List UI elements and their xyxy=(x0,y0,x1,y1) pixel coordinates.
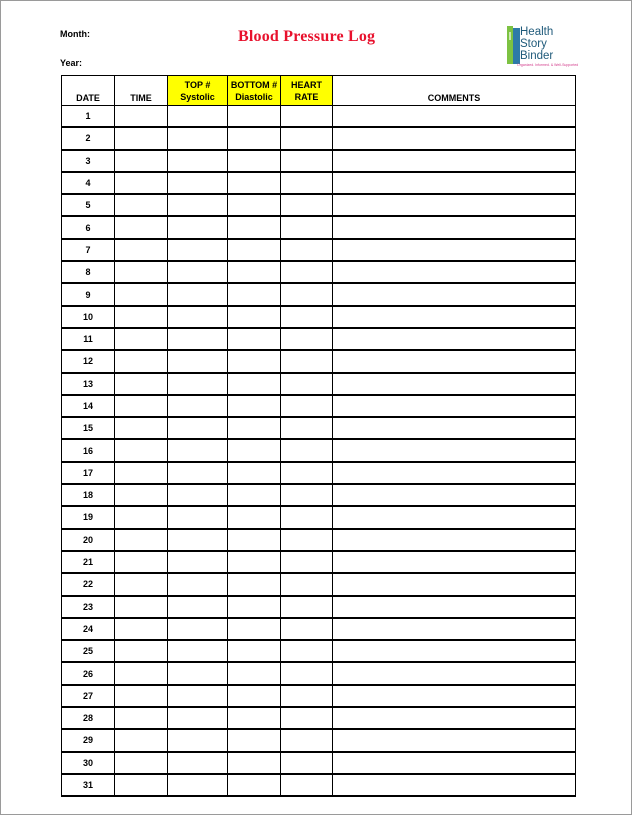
table-row xyxy=(62,328,576,350)
systolic-cell[interactable] xyxy=(168,573,228,595)
table-row xyxy=(62,729,576,751)
table-row xyxy=(62,350,576,372)
comments-cell[interactable] xyxy=(333,551,576,573)
time-cell[interactable] xyxy=(115,506,168,528)
comments-cell[interactable] xyxy=(333,529,576,551)
comments-cell[interactable] xyxy=(333,573,576,595)
diastolic-cell[interactable] xyxy=(228,596,281,618)
date-cell: 15 xyxy=(62,417,115,439)
systolic-cell[interactable] xyxy=(168,439,228,461)
heart-rate-cell[interactable] xyxy=(281,216,333,238)
logo-line-1: Health xyxy=(520,26,554,38)
table-row xyxy=(62,261,576,283)
heart-rate-cell[interactable] xyxy=(281,283,333,305)
diastolic-cell[interactable] xyxy=(228,707,281,729)
diastolic-cell[interactable] xyxy=(228,306,281,328)
systolic-cell[interactable] xyxy=(168,194,228,216)
time-cell[interactable] xyxy=(115,328,168,350)
diastolic-cell[interactable] xyxy=(228,551,281,573)
diastolic-cell[interactable] xyxy=(228,662,281,684)
table-row xyxy=(62,127,576,149)
comments-cell[interactable] xyxy=(333,283,576,305)
heart-rate-cell[interactable] xyxy=(281,484,333,506)
systolic-cell[interactable] xyxy=(168,462,228,484)
time-cell[interactable] xyxy=(115,306,168,328)
comments-cell[interactable] xyxy=(333,417,576,439)
diastolic-cell[interactable] xyxy=(228,462,281,484)
blood-pressure-table xyxy=(61,75,576,797)
table-row xyxy=(62,529,576,551)
time-cell[interactable] xyxy=(115,417,168,439)
comments-cell[interactable] xyxy=(333,439,576,461)
col-date: DATE xyxy=(62,76,115,106)
systolic-cell[interactable] xyxy=(168,551,228,573)
table-row xyxy=(62,573,576,595)
date-cell: 7 xyxy=(62,239,115,261)
date-cell: 20 xyxy=(62,529,115,551)
table-row xyxy=(62,417,576,439)
col-diastolic: BOTTOM # Diastolic xyxy=(228,76,281,106)
comments-cell[interactable] xyxy=(333,774,576,796)
systolic-cell[interactable] xyxy=(168,261,228,283)
systolic-cell[interactable] xyxy=(168,328,228,350)
date-cell: 13 xyxy=(62,373,115,395)
diastolic-cell[interactable] xyxy=(228,752,281,774)
heart-rate-cell[interactable] xyxy=(281,551,333,573)
comments-cell[interactable] xyxy=(333,462,576,484)
heart-rate-cell[interactable] xyxy=(281,685,333,707)
systolic-cell[interactable] xyxy=(168,774,228,796)
date-cell: 27 xyxy=(62,685,115,707)
diastolic-cell[interactable] xyxy=(228,239,281,261)
log-body xyxy=(62,106,576,797)
diastolic-cell[interactable] xyxy=(228,417,281,439)
diastolic-cell[interactable] xyxy=(228,127,281,149)
table-row xyxy=(62,685,576,707)
diastolic-cell[interactable] xyxy=(228,395,281,417)
time-cell[interactable] xyxy=(115,774,168,796)
comments-cell[interactable] xyxy=(333,752,576,774)
date-cell: 18 xyxy=(62,484,115,506)
systolic-cell[interactable] xyxy=(168,618,228,640)
table-row xyxy=(62,172,576,194)
systolic-cell[interactable] xyxy=(168,172,228,194)
comments-cell[interactable] xyxy=(333,239,576,261)
date-cell: 23 xyxy=(62,596,115,618)
heart-rate-cell[interactable] xyxy=(281,729,333,751)
comments-cell[interactable] xyxy=(333,216,576,238)
heart-rate-cell[interactable] xyxy=(281,752,333,774)
diastolic-cell[interactable] xyxy=(228,150,281,172)
date-cell: 25 xyxy=(62,640,115,662)
comments-cell[interactable] xyxy=(333,172,576,194)
systolic-cell[interactable] xyxy=(168,685,228,707)
col-heart-rate: HEART RATE xyxy=(281,76,333,106)
table-row xyxy=(62,306,576,328)
heart-rate-cell[interactable] xyxy=(281,662,333,684)
diastolic-cell[interactable] xyxy=(228,216,281,238)
time-cell[interactable] xyxy=(115,685,168,707)
time-cell[interactable] xyxy=(115,216,168,238)
systolic-cell[interactable] xyxy=(168,373,228,395)
table-row xyxy=(62,551,576,573)
heart-rate-cell[interactable] xyxy=(281,506,333,528)
heart-rate-cell[interactable] xyxy=(281,373,333,395)
heart-rate-cell[interactable] xyxy=(281,194,333,216)
diastolic-cell[interactable] xyxy=(228,484,281,506)
heart-rate-cell[interactable] xyxy=(281,640,333,662)
comments-cell[interactable] xyxy=(333,618,576,640)
logo-line-2: Story xyxy=(520,38,547,50)
diastolic-cell[interactable] xyxy=(228,328,281,350)
systolic-cell[interactable] xyxy=(168,350,228,372)
date-cell: 26 xyxy=(62,662,115,684)
table-row xyxy=(62,106,576,128)
heart-rate-cell[interactable] xyxy=(281,439,333,461)
time-cell[interactable] xyxy=(115,127,168,149)
diastolic-cell[interactable] xyxy=(228,774,281,796)
table-row xyxy=(62,283,576,305)
heart-rate-cell[interactable] xyxy=(281,462,333,484)
time-cell[interactable] xyxy=(115,596,168,618)
systolic-cell[interactable] xyxy=(168,707,228,729)
comments-cell[interactable] xyxy=(333,596,576,618)
systolic-cell[interactable] xyxy=(168,506,228,528)
heart-rate-cell[interactable] xyxy=(281,707,333,729)
heart-rate-cell[interactable] xyxy=(281,106,333,128)
time-cell[interactable] xyxy=(115,707,168,729)
heart-rate-cell[interactable] xyxy=(281,596,333,618)
diastolic-cell[interactable] xyxy=(228,283,281,305)
diastolic-cell[interactable] xyxy=(228,529,281,551)
time-cell[interactable] xyxy=(115,573,168,595)
health-story-binder-logo xyxy=(507,25,579,75)
systolic-cell[interactable] xyxy=(168,150,228,172)
time-cell[interactable] xyxy=(115,640,168,662)
diastolic-cell[interactable] xyxy=(228,618,281,640)
time-cell[interactable] xyxy=(115,373,168,395)
time-cell[interactable] xyxy=(115,261,168,283)
table-row xyxy=(62,373,576,395)
table-row xyxy=(62,484,576,506)
systolic-cell[interactable] xyxy=(168,662,228,684)
date-cell: 8 xyxy=(62,261,115,283)
comments-cell[interactable] xyxy=(333,106,576,128)
heart-rate-cell[interactable] xyxy=(281,529,333,551)
table-row xyxy=(62,707,576,729)
systolic-cell[interactable] xyxy=(168,127,228,149)
heart-rate-cell[interactable] xyxy=(281,127,333,149)
time-cell[interactable] xyxy=(115,662,168,684)
heart-rate-cell[interactable] xyxy=(281,172,333,194)
heart-rate-cell[interactable] xyxy=(281,239,333,261)
diastolic-cell[interactable] xyxy=(228,172,281,194)
date-cell: 22 xyxy=(62,573,115,595)
heart-rate-cell[interactable] xyxy=(281,306,333,328)
comments-cell[interactable] xyxy=(333,662,576,684)
comments-cell[interactable] xyxy=(333,306,576,328)
time-cell[interactable] xyxy=(115,194,168,216)
comments-cell[interactable] xyxy=(333,484,576,506)
systolic-cell[interactable] xyxy=(168,752,228,774)
time-cell[interactable] xyxy=(115,752,168,774)
time-cell[interactable] xyxy=(115,150,168,172)
header-row xyxy=(62,76,576,106)
date-cell: 19 xyxy=(62,506,115,528)
comments-cell[interactable] xyxy=(333,395,576,417)
page-title: Blood Pressure Log xyxy=(238,28,376,45)
table-row xyxy=(62,150,576,172)
diastolic-cell[interactable] xyxy=(228,506,281,528)
time-cell[interactable] xyxy=(115,106,168,128)
diastolic-cell[interactable] xyxy=(228,194,281,216)
table-row xyxy=(62,439,576,461)
table-row xyxy=(62,618,576,640)
systolic-cell[interactable] xyxy=(168,216,228,238)
time-cell[interactable] xyxy=(115,529,168,551)
comments-cell[interactable] xyxy=(333,640,576,662)
time-cell[interactable] xyxy=(115,551,168,573)
date-cell: 2 xyxy=(62,127,115,149)
time-cell[interactable] xyxy=(115,618,168,640)
table-row xyxy=(62,752,576,774)
comments-cell[interactable] xyxy=(333,707,576,729)
heart-rate-cell[interactable] xyxy=(281,350,333,372)
comments-cell[interactable] xyxy=(333,261,576,283)
comments-cell[interactable] xyxy=(333,194,576,216)
comments-cell[interactable] xyxy=(333,350,576,372)
date-cell: 4 xyxy=(62,172,115,194)
diastolic-cell[interactable] xyxy=(228,261,281,283)
date-cell: 3 xyxy=(62,150,115,172)
table-row xyxy=(62,216,576,238)
month-label: Month: xyxy=(60,29,90,39)
diastolic-cell[interactable] xyxy=(228,573,281,595)
table-row xyxy=(62,194,576,216)
time-cell[interactable] xyxy=(115,395,168,417)
table-row xyxy=(62,774,576,796)
systolic-cell[interactable] xyxy=(168,596,228,618)
diastolic-cell[interactable] xyxy=(228,729,281,751)
systolic-cell[interactable] xyxy=(168,484,228,506)
heart-rate-cell[interactable] xyxy=(281,573,333,595)
diastolic-cell[interactable] xyxy=(228,106,281,128)
date-cell: 9 xyxy=(62,283,115,305)
col-systolic: TOP # Systolic xyxy=(168,76,228,106)
heart-rate-cell[interactable] xyxy=(281,328,333,350)
diastolic-cell[interactable] xyxy=(228,685,281,707)
date-cell: 16 xyxy=(62,439,115,461)
date-cell: 10 xyxy=(62,306,115,328)
comments-cell[interactable] xyxy=(333,729,576,751)
comments-cell[interactable] xyxy=(333,506,576,528)
time-cell[interactable] xyxy=(115,729,168,751)
systolic-cell[interactable] xyxy=(168,529,228,551)
date-cell: 30 xyxy=(62,752,115,774)
time-cell[interactable] xyxy=(115,462,168,484)
time-cell[interactable] xyxy=(115,283,168,305)
systolic-cell[interactable] xyxy=(168,395,228,417)
col-time: TIME xyxy=(115,76,168,106)
date-cell: 12 xyxy=(62,350,115,372)
systolic-cell[interactable] xyxy=(168,640,228,662)
comments-cell[interactable] xyxy=(333,685,576,707)
table-row xyxy=(62,506,576,528)
systolic-cell[interactable] xyxy=(168,239,228,261)
heart-rate-cell[interactable] xyxy=(281,150,333,172)
date-cell: 28 xyxy=(62,707,115,729)
diastolic-cell[interactable] xyxy=(228,439,281,461)
heart-rate-cell[interactable] xyxy=(281,417,333,439)
year-label: Year: xyxy=(60,58,83,68)
date-cell: 14 xyxy=(62,395,115,417)
comments-cell[interactable] xyxy=(333,150,576,172)
date-cell: 6 xyxy=(62,216,115,238)
binder-icon xyxy=(507,26,521,66)
comments-cell[interactable] xyxy=(333,328,576,350)
heart-rate-cell[interactable] xyxy=(281,618,333,640)
table-row xyxy=(62,395,576,417)
date-cell: 5 xyxy=(62,194,115,216)
time-cell[interactable] xyxy=(115,172,168,194)
logo-wordmark xyxy=(520,26,553,62)
heart-rate-cell[interactable] xyxy=(281,774,333,796)
diastolic-cell[interactable] xyxy=(228,350,281,372)
time-cell[interactable] xyxy=(115,484,168,506)
date-cell: 24 xyxy=(62,618,115,640)
table-row xyxy=(62,239,576,261)
col-comments: COMMENTS xyxy=(333,76,576,106)
logo-tagline: Organized. Informed. & Well-Supported xyxy=(517,63,579,67)
time-cell[interactable] xyxy=(115,439,168,461)
systolic-cell[interactable] xyxy=(168,306,228,328)
systolic-cell[interactable] xyxy=(168,106,228,128)
comments-cell[interactable] xyxy=(333,373,576,395)
date-cell: 17 xyxy=(62,462,115,484)
time-cell[interactable] xyxy=(115,350,168,372)
systolic-cell[interactable] xyxy=(168,417,228,439)
table-row xyxy=(62,462,576,484)
heart-rate-cell[interactable] xyxy=(281,261,333,283)
date-cell: 11 xyxy=(62,328,115,350)
diastolic-cell[interactable] xyxy=(228,640,281,662)
date-cell: 31 xyxy=(62,774,115,796)
diastolic-cell[interactable] xyxy=(228,373,281,395)
date-cell: 21 xyxy=(62,551,115,573)
table-row xyxy=(62,662,576,684)
systolic-cell[interactable] xyxy=(168,729,228,751)
time-cell[interactable] xyxy=(115,239,168,261)
table-row xyxy=(62,640,576,662)
date-cell: 29 xyxy=(62,729,115,751)
heart-rate-cell[interactable] xyxy=(281,395,333,417)
systolic-cell[interactable] xyxy=(168,283,228,305)
table-row xyxy=(62,596,576,618)
date-cell: 1 xyxy=(62,106,115,128)
comments-cell[interactable] xyxy=(333,127,576,149)
logo-line-3: Binder xyxy=(520,50,554,62)
